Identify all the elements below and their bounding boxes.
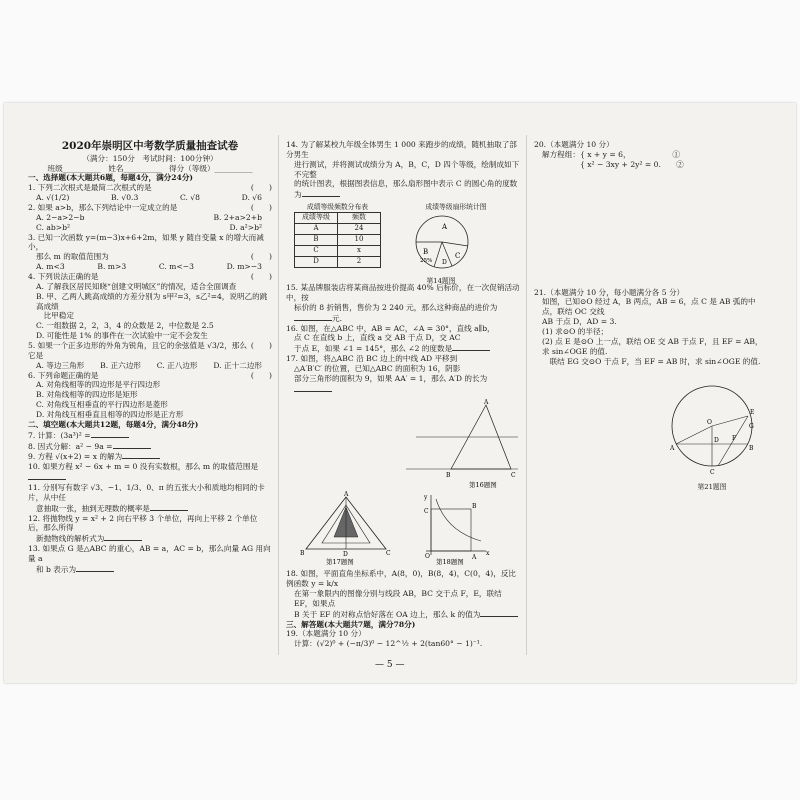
question-text [28, 451, 272, 462]
svg-text:B: B [446, 471, 451, 479]
answer-options [28, 361, 272, 371]
svg-text:y: y [424, 494, 428, 502]
line-text: 一、选择题(本大题共6题，每题4分，满分24分) [28, 173, 194, 183]
answer-paren: ( ) [250, 340, 272, 350]
line-text: B. 甲、乙两人跳高成绩的方差分别为 s甲²=3，s乙²=4，说明乙的跳高成绩 [36, 291, 268, 311]
table-cell: 2 [338, 256, 381, 267]
question-line [286, 374, 520, 395]
fig17-triangle [300, 491, 391, 558]
line-text: 21.（本题满分 10 分，每小题满分各 5 分） [534, 287, 685, 297]
question-text [28, 272, 272, 282]
line-text: 14. 为了解某校九年级全体男生 1 000 来跑步的成绩，随机抽取了部分男生 [286, 140, 517, 159]
svg-text:C: C [386, 550, 391, 558]
line-text: B 关于 EF 的对称点恰好落在 OA 边上，那么 k 的值为 [294, 609, 481, 619]
svg-text:G: G [749, 423, 754, 431]
line-text: { x² − 3xy + 2y² = 0. ② [542, 159, 684, 169]
line-text: 部分三角形的面积为 9，如果 AA′ = 1，那么 A′D 的长为 [294, 373, 488, 383]
line-text: 新抛物线的解析式为 [36, 534, 105, 544]
answer-option: C. ab>b² [36, 222, 71, 232]
right-questions-21 [534, 288, 770, 367]
question-line [286, 364, 520, 374]
answer-option: B. m>3 [97, 262, 127, 272]
answer-option: C. m<−3 [158, 262, 194, 272]
line-text: 17. 如图，将△ABC 沿 BC 边上的中线 AD 平移到 [286, 354, 458, 364]
fig16-caption: 第16题图 [469, 480, 497, 489]
line-text: 6. 下列命题正确的是 [28, 370, 99, 380]
answer-paren: ( ) [250, 252, 272, 262]
line-text: A. 对角线相等的四边形是平行四边形 [36, 380, 161, 390]
svg-text:E: E [750, 409, 755, 417]
q14-figures [286, 203, 520, 283]
question-line [534, 150, 770, 160]
line-text: 7. 计算：(3a³)² = [28, 430, 91, 440]
answer-blank[interactable] [91, 430, 129, 438]
answer-option: D. m>−3 [226, 262, 262, 272]
table-title: 成绩等级频数分布表 [306, 203, 369, 212]
svg-text:B: B [300, 550, 305, 558]
middle-column [286, 140, 520, 649]
question-text [286, 629, 520, 639]
left-questions [28, 173, 272, 574]
answer-blank[interactable] [150, 503, 188, 511]
page-number: — 5 — [375, 660, 405, 670]
question-line [534, 357, 770, 367]
table-cell: 24 [338, 223, 381, 234]
question-text [286, 283, 520, 303]
svg-text:F: F [732, 435, 737, 443]
question-text [28, 462, 272, 483]
answer-paren: ( ) [250, 183, 272, 193]
question-line [28, 503, 272, 514]
right-questions-20 [534, 140, 770, 170]
line-text: 5. 如果一个正多边形的外角为锐角，且它的余弦值是 √3/2，那么它是 [28, 340, 247, 360]
pie-block [406, 203, 506, 286]
answer-options [28, 262, 272, 272]
answer-option: A. 2−a>2−b [36, 212, 85, 222]
section-heading [28, 420, 272, 430]
line-text: 16. 如图，在△ABC 中，AB = AC，∠A = 30°，直线 a∥b， [286, 323, 495, 333]
answer-blank[interactable] [104, 533, 142, 541]
pie-label: 25% [420, 257, 433, 264]
question-text [28, 371, 272, 381]
line-text: 在第一象限内的图像分别与线段 AB，BC 交于点 F，E，联结 EF，如果点 [294, 589, 502, 608]
answer-paren: ( ) [250, 271, 272, 281]
line-text: 13. 如果点 G 是△ABC 的重心，AB = a，AC = b，那么向量 AG 用向量 a [28, 544, 271, 564]
answer-blank[interactable] [76, 564, 114, 572]
question-text [28, 341, 272, 361]
svg-text:A: A [670, 445, 675, 453]
answer-option: A. √(1/2) [36, 193, 70, 203]
answer-blank[interactable] [294, 384, 332, 392]
line-text: △A′B′C′ 的位置，已知△ABC 的面积为 16，阴影 [294, 364, 461, 374]
line-text: A. 了解我区居民知晓“创建文明城区”的情况，适合全面调查 [36, 281, 237, 291]
line-text: 比甲稳定 [36, 311, 74, 321]
question-line [28, 321, 272, 331]
question-line [286, 179, 520, 200]
answer-paren: ( ) [250, 202, 272, 212]
line-text: 于点 E，如果 ∠1 = 145°，那么 ∠2 的度数是 [294, 344, 453, 354]
fig17-caption: 第17题图 [326, 558, 354, 567]
question-text [28, 441, 272, 452]
answer-options [28, 193, 272, 203]
fig21-caption: 第21题图 [697, 483, 727, 492]
question-line [534, 337, 770, 357]
question-text [28, 514, 272, 534]
mid-questions-15-17 [286, 283, 520, 394]
fig14-caption: 第14题图 [426, 276, 456, 285]
answer-blank[interactable] [302, 189, 340, 197]
exam-title: 2020年崇明区中考数学质量抽查试卷 [61, 140, 239, 152]
question-line [28, 282, 272, 292]
fig21-circle-figure [534, 370, 770, 480]
table-header: 成绩等级 [295, 212, 338, 223]
svg-text:C: C [511, 471, 516, 479]
line-text: 18. 如图，平面直角坐标系中，A(8，0)，B(8，4)，C(0，4)，反比例函数 y = k/x [286, 569, 517, 589]
left-column [28, 140, 272, 575]
svg-text:D: D [714, 437, 719, 445]
question-line [286, 639, 520, 649]
line-text: 11. 分别写有数字 √3、−1、1/3、0、π 的五张大小和质地均相同的卡片，从中任 [28, 483, 265, 502]
svg-text:A: A [472, 554, 477, 562]
fig18-coordinate-graph [423, 494, 490, 561]
question-line [534, 160, 770, 170]
pie-divider [434, 242, 442, 267]
answer-blank[interactable] [28, 472, 66, 480]
question-line [286, 343, 520, 354]
question-text [28, 430, 272, 441]
section-heading [28, 173, 272, 183]
answer-options [28, 213, 272, 223]
svg-text:O: O [707, 419, 712, 427]
line-text: 12. 将抛物线 y = x² + 2 向右平移 3 个单位，再向上平移 2 个单位后，那么所得 [28, 513, 258, 533]
question-text [28, 483, 272, 503]
question-line [534, 317, 770, 327]
svg-text:x: x [486, 550, 490, 558]
line-text: (2) 点 E 是⊙O 上一点，联结 OE 交 AB 于点 F，且 EF = AB，求 sin∠OGE 的值. [542, 336, 763, 356]
answer-option: C. √8 [179, 193, 200, 203]
question-line [286, 303, 520, 324]
line-text: 意抽取一张，抽到无理数的概率是 [36, 503, 150, 513]
line-text: C. 对角线互相垂直的平行四边形是菱形 [36, 400, 168, 410]
line-text: (1) 求⊙O 的半径； [542, 327, 609, 337]
question-text [286, 324, 520, 334]
answer-blank[interactable] [122, 451, 160, 459]
line-text: 10. 如果方程 x² − 6x + m = 0 没有实数根，那么 m 的取值范围是 [28, 462, 259, 472]
line-text: D. 可能性是 1% 的事件在一次试验中一定不会发生 [36, 331, 208, 341]
question-line [28, 410, 272, 420]
svg-text:A: A [484, 398, 489, 406]
pie-label: A [442, 222, 448, 231]
line-text: 点 C 在直线 b 上，直线 a 交 AB 于点 D，交 AC [294, 333, 461, 343]
line-text: 解方程组：{ x + y = 6， ① [542, 149, 680, 159]
question-text [534, 140, 770, 150]
svg-text:O: O [425, 553, 430, 561]
question-line [28, 252, 272, 262]
question-text [28, 183, 272, 193]
exam-subtitle: （满分：150分 考试时间：100分钟） [82, 153, 218, 163]
question-line [286, 609, 520, 620]
question-text [28, 233, 272, 253]
table-cell: B [295, 234, 338, 245]
answer-options [28, 223, 272, 233]
question-line [28, 331, 272, 341]
question-text [534, 288, 770, 298]
line-text: 的统计图表，根据图表信息，那么扇形图中表示 C 的圆心角的度数为 [294, 179, 518, 200]
answer-option: B. 正六边形 [100, 360, 141, 370]
answer-paren: ( ) [250, 370, 272, 380]
table-cell: A [295, 223, 338, 234]
answer-option: C. 正八边形 [156, 360, 198, 370]
question-text [28, 203, 272, 213]
pie-divider [442, 242, 468, 246]
line-text: 3. 已知一次函数 y=(m−3)x+6+2m，如果 y 随自变量 x 的增大而减小， [28, 232, 264, 252]
line-text: 标价的 8 折销售，售价为 2 240 元，那么这种商品的进价为 [294, 302, 498, 312]
frequency-table [294, 212, 381, 268]
answer-blank[interactable] [452, 343, 490, 351]
right-column [534, 140, 770, 492]
line-text: D. 对角线互相垂直且相等的四边形是正方形 [36, 409, 184, 419]
line-text: 20.（本题满分 10 分） [534, 140, 614, 149]
pie-label: D [442, 258, 447, 266]
figures-17-18 [286, 491, 520, 566]
pie-label: B [423, 247, 429, 256]
question-line [28, 390, 272, 400]
answer-option: D. √6 [241, 193, 262, 203]
line-text: 进行测试，并将测试成绩分为 A，B，C，D 四个等级，绘制成如下不完整 [294, 159, 520, 179]
question-line [28, 400, 272, 410]
answer-option: D. a²>b² [229, 222, 262, 232]
line-text: 8. 因式分解：a² − 9a = [28, 441, 113, 451]
svg-text:B: B [749, 445, 754, 453]
mid-questions-18-19 [286, 569, 520, 649]
question-line [534, 327, 770, 337]
table-cell: 10 [338, 234, 381, 245]
table-header: 频数 [338, 212, 381, 223]
svg-text:B: B [472, 503, 477, 511]
pie-chart-figure [406, 212, 506, 274]
question-text [28, 544, 272, 564]
section-heading [286, 620, 520, 630]
table-cell: x [338, 245, 381, 256]
line-text: 1. 下列二次根式是最简二次根式的是 [28, 183, 152, 193]
svg-text:C: C [710, 469, 715, 477]
line-text: C. 一组数据 2，2，3，4 的众数是 2，中位数是 2.5 [36, 321, 214, 331]
line-text: 9. 方程 √(x+2) = x 的解为 [28, 452, 123, 462]
question-line [28, 380, 272, 390]
answer-option: D. 正十二边形 [213, 360, 262, 370]
pie-title: 成绩等级扇形统计图 [425, 203, 487, 212]
line-text: 如图，已知⊙O 经过 A，B 两点，AB = 6，点 C 是 AB 弧的中点，联结 OC 交线 [542, 297, 756, 317]
fig18-caption: 第18题图 [436, 558, 464, 567]
answer-blank[interactable] [294, 313, 332, 321]
line-text: 那么 m 的取值范围为 [36, 252, 109, 262]
column-divider-left [278, 135, 279, 655]
column-divider-right [526, 135, 527, 655]
question-line [28, 292, 272, 312]
mid-questions-14 [286, 140, 520, 200]
svg-text:C: C [424, 508, 429, 516]
svg-text:D: D [343, 551, 348, 559]
line-text: 2. 如果 a>b，那么下列结论中一定成立的是 [28, 202, 178, 212]
line-text: 和 b 表示为 [36, 564, 77, 574]
table-cell: D [295, 256, 338, 267]
question-line [28, 533, 272, 544]
question-text [286, 140, 520, 160]
line-text: 19.（本题满分 10 分） [286, 629, 366, 639]
line-suffix: 元. [332, 313, 343, 323]
figures-16-17-18 [286, 397, 520, 489]
svg-text:A: A [344, 491, 349, 499]
answer-option: A. m<3 [36, 262, 65, 272]
question-line [28, 564, 272, 575]
line-text: 二、填空题(本大题共12题，每题4分，满分48分) [28, 419, 199, 429]
line-text: 三、解答题(本大题共7题，满分78分) [286, 619, 416, 629]
answer-option: B. √0.3 [110, 193, 139, 203]
question-line [286, 333, 520, 343]
line-text: 4. 下列说法正确的是 [28, 271, 99, 281]
answer-option: B. 2+a>2+b [213, 212, 262, 222]
pie-label: C [455, 251, 461, 260]
question-line [286, 160, 520, 180]
line-text: 15. 某品牌服装店将某商品按进价提高 40% 后标价，在一次促销活动中，按 [286, 283, 520, 303]
question-line [28, 311, 272, 321]
fig16-triangle [406, 399, 518, 479]
answer-option: A. 等边三角形 [36, 360, 85, 370]
line-text: AB 于点 D，AD = 3. [542, 317, 617, 327]
line-text: 联结 EG 交⊙O 于点 F，当 EF = AB 时，求 sin∠OGE 的值. [542, 356, 761, 366]
table-cell: C [295, 245, 338, 256]
student-info-line: 班级__________ 姓名__________ 得分（等级）__________ [47, 163, 253, 173]
question-text [286, 354, 520, 364]
answer-blank[interactable] [113, 441, 151, 449]
line-text: B. 对角线相等的四边形是矩形 [36, 390, 138, 400]
answer-blank[interactable] [480, 609, 518, 617]
question-line [286, 589, 520, 609]
question-line [534, 297, 770, 317]
line-text: 计算：(√2)⁰ + (−π/3)⁰ − 12^½ + 2(tan60° − 1)⁻¹. [294, 639, 483, 649]
frequency-table-block [294, 203, 381, 268]
question-text [286, 569, 520, 589]
